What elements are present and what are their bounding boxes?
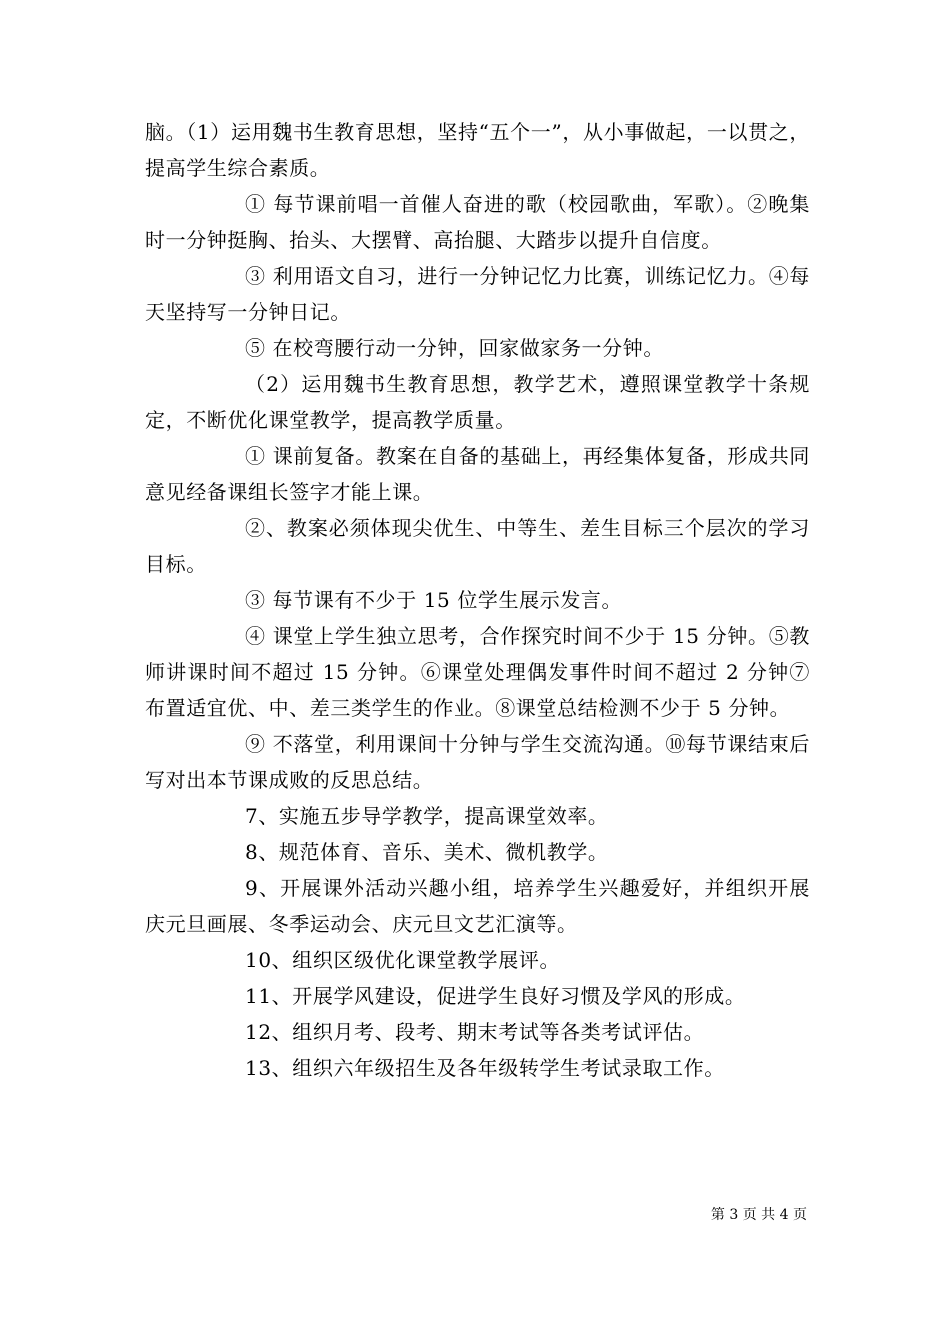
paragraph-10: ⑨ 不落堂，利用课间十分钟与学生交流沟通。⑩每节课结束后写对出本节课成败的反思总结。 <box>145 732 810 792</box>
paragraph-3: ③ 利用语文自习，进行一分钟记忆力比赛，训练记忆力。④每天坚持写一分钟日记。 <box>145 264 810 324</box>
paragraph-12: 8、规范体育、音乐、美术、微机教学。 <box>245 840 609 864</box>
paragraph-4: ⑤ 在校弯腰行动一分钟，回家做家务一分钟。 <box>245 336 664 360</box>
body-text <box>145 114 810 1086</box>
page-number-footer: 第 3 页 共 4 页 <box>710 1207 807 1223</box>
paragraph-17: 13、组织六年级招生及各年级转学生考试录取工作。 <box>245 1056 725 1080</box>
paragraph-16: 12、组织月考、段考、期末考试等各类考试评估。 <box>245 1020 705 1044</box>
paragraph-8: ③ 每节课有不少于 15 位学生展示发言。 <box>245 588 623 612</box>
paragraph-9: ④ 课堂上学生独立思考，合作探究时间不少于 15 分钟。⑤教师讲课时间不超过 15 分钟。⑥课堂处理偶发事件时间不超过 2 分钟⑦布置适宜优、中、差三类学生的作业。⑧课堂总结检测不少于 5 分钟。 <box>145 624 810 720</box>
paragraph-15: 11、开展学风建设，促进学生良好习惯及学风的形成。 <box>245 984 746 1008</box>
paragraph-5: （2）运用魏书生教育思想，教学艺术，遵照课堂教学十条规定，不断优化课堂教学，提高教学质量。 <box>145 372 810 432</box>
paragraph-6: ① 课前复备。教案在自备的基础上，再经集体复备，形成共同意见经备课组长签字才能上课。 <box>145 444 810 504</box>
paragraph-14: 10、组织区级优化课堂教学展评。 <box>245 948 561 972</box>
paragraph-11: 7、实施五步导学教学，提高课堂效率。 <box>245 804 609 828</box>
paragraph-13: 9、开展课外活动兴趣小组，培养学生兴趣爱好，并组织开展庆元旦画展、冬季运动会、庆元旦文艺汇演等。 <box>145 876 810 936</box>
paragraph-7: ②、教案必须体现尖优生、中等生、差生目标三个层次的学习目标。 <box>145 516 810 576</box>
paragraph-2: ① 每节课前唱一首催人奋进的歌（校园歌曲，军歌）。②晚集时一分钟挺胸、抬头、大摆臂、高抬腿、大踏步以提升自信度。 <box>145 192 810 252</box>
paragraph-1: 脑。（1）运用魏书生教育思想，坚持“五个一”，从小事做起，一以贯之，提高学生综合素质。 <box>145 120 810 180</box>
